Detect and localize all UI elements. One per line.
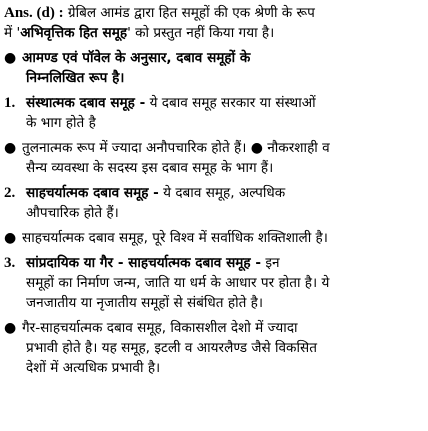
bullet-3-text-1: गैर-साहचर्यात्मक दबाव समूह, विकासशील देशो में ज्यादा: [22, 320, 298, 336]
intro-line-2: निम्नलिखित रूप है।: [26, 70, 125, 86]
bullet-3-block: [4, 318, 424, 378]
bullet-1-line-1: [4, 138, 424, 158]
item-2-line-1: [4, 183, 424, 203]
answer-highlight: अभिवृत्तिक हित समूह: [20, 25, 128, 41]
bullet-3-line-2: प्रभावी होते है। यह समूह, इटली व आयरलैण्ड जैसे विकसित: [26, 340, 317, 356]
list-item-1: [4, 93, 424, 133]
bullet-2-line-1: [4, 228, 424, 248]
item-3-line-3: जनजातीय या नृजातीय समूहों से संबंधित होते है।: [26, 295, 264, 311]
intro-line-1: [4, 48, 424, 68]
bullet-3-line-3: देशों में अत्यधिक प्रभावी है।: [26, 360, 161, 376]
intro-bullet-block: [4, 48, 424, 88]
bullet-1-text-post: नौकरशाही व: [262, 140, 330, 156]
item-3-number: 3.: [4, 255, 16, 271]
answer-text-2-pre: में ': [4, 25, 21, 41]
list-item-2: [4, 183, 424, 223]
item-1-line-1: [4, 93, 424, 113]
bullet-2-block: [4, 228, 424, 248]
answer-label: Ans. (d) :: [4, 5, 64, 21]
item-3-line-1: [4, 253, 424, 273]
item-1-text: ये दबाव समूह सरकार या संस्थाओं: [145, 95, 316, 111]
item-2-text: ये दबाव समूह, अल्पधिक: [158, 185, 286, 201]
item-2-heading: साहचर्यात्मक दबाव समूह -: [26, 185, 159, 201]
bullet-2-text: साहचर्यात्मक दबाव समूह, पूरे विश्व में सर्वाधिक शक्तिशाली है।: [22, 230, 328, 246]
answer-line-1: [4, 3, 424, 23]
answer-text-1: ग्रेबिल आमंड द्वारा हित समूहों की एक श्रेणी के रूप: [63, 5, 315, 21]
bullet-1-text-pre: तुलनात्मक रूप में ज्यादा अनौपचारिक होते हैं।: [22, 140, 251, 156]
item-2-number: 2.: [4, 185, 16, 201]
bullet-1-line-2: सैन्य व्यवस्था के सदस्य इस दबाव समूह के भाग हैं।: [26, 160, 274, 176]
bullet-icon: ●: [4, 230, 17, 246]
item-2-line-2: औपचारिक होते हैं।: [26, 205, 119, 221]
answer-text-2-post: ' को प्रस्तुत नहीं किया गया है।: [127, 25, 275, 41]
item-3-line-2: समूहों का निर्माण जन्म, जाति या धर्म के आधार पर होता है। ये: [26, 275, 330, 291]
answer-paragraph: [4, 3, 424, 43]
item-1-line-2: के भाग होते है: [26, 115, 96, 131]
bullet-icon: ●: [4, 140, 17, 156]
intro-text-1: आमण्ड एवं पॉवेल के अनुसार, दबाव समूहों के: [22, 50, 251, 66]
item-1-number: 1.: [4, 95, 16, 111]
bullet-1-block: [4, 138, 424, 178]
item-3-heading: सांप्रदायिक या गैर - साहचर्यात्मक दबाव समूह -: [26, 255, 262, 271]
answer-line-2: [4, 23, 424, 43]
item-3-text: इन: [261, 255, 280, 271]
inline-bullet-icon: ●: [250, 140, 263, 156]
item-1-heading: संस्थात्मक दबाव समूह -: [26, 95, 146, 111]
bullet-3-line-1: [4, 318, 424, 338]
list-item-3: [4, 253, 424, 313]
bullet-icon: ●: [4, 320, 17, 336]
bullet-icon: ●: [4, 50, 17, 66]
